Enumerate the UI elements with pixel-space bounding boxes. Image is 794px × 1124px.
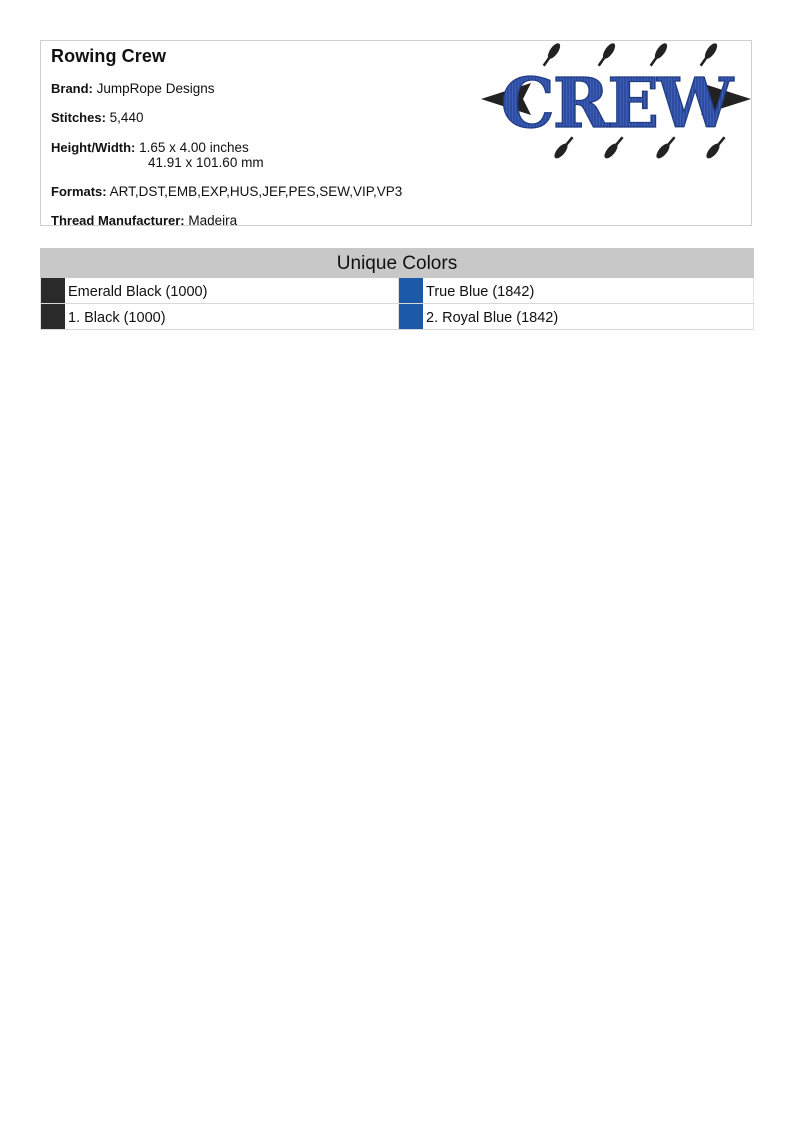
height-width-inches: 1.65 x 4.00 inches	[139, 140, 249, 155]
color-cell	[398, 278, 755, 304]
height-width-label: Height/Width:	[51, 140, 136, 155]
thread-manufacturer-row	[51, 213, 237, 228]
color-label: 1. Black (1000)	[68, 310, 166, 326]
table-row	[40, 278, 754, 304]
brand-value: JumpRope Designs	[96, 81, 215, 96]
color-label: Emerald Black (1000)	[68, 284, 208, 300]
unique-colors-header: Unique Colors	[40, 248, 754, 278]
height-width-mm: 41.91 x 101.60 mm	[148, 155, 264, 170]
brand-label: Brand:	[51, 81, 93, 96]
thread-manufacturer-label: Thread Manufacturer:	[51, 213, 185, 228]
color-swatch	[399, 304, 423, 329]
color-cell	[41, 304, 398, 330]
thread-manufacturer-value: Madeira	[188, 213, 238, 228]
height-width-row	[51, 140, 249, 155]
crew-logo-text: CREW	[500, 64, 732, 144]
formats-label: Formats:	[51, 184, 107, 199]
color-swatch	[41, 278, 65, 303]
design-info-panel	[40, 40, 752, 226]
stitches-label: Stitches:	[51, 110, 106, 125]
color-swatch	[41, 304, 65, 329]
color-swatch	[399, 278, 423, 303]
color-label: True Blue (1842)	[426, 284, 535, 300]
color-label: 2. Royal Blue (1842)	[426, 310, 559, 326]
color-cell	[41, 278, 398, 304]
formats-row	[51, 184, 402, 199]
unique-colors-table	[40, 248, 754, 330]
color-cell	[398, 304, 755, 330]
stitches-row	[51, 110, 143, 125]
brand-row	[51, 81, 214, 96]
stitches-value: 5,440	[109, 110, 144, 125]
formats-value: ART,DST,EMB,EXP,HUS,JEF,PES,SEW,VIP,VP3	[109, 184, 403, 199]
table-row	[40, 304, 754, 330]
crew-logo-image	[479, 41, 753, 161]
design-title: Rowing Crew	[51, 46, 167, 66]
